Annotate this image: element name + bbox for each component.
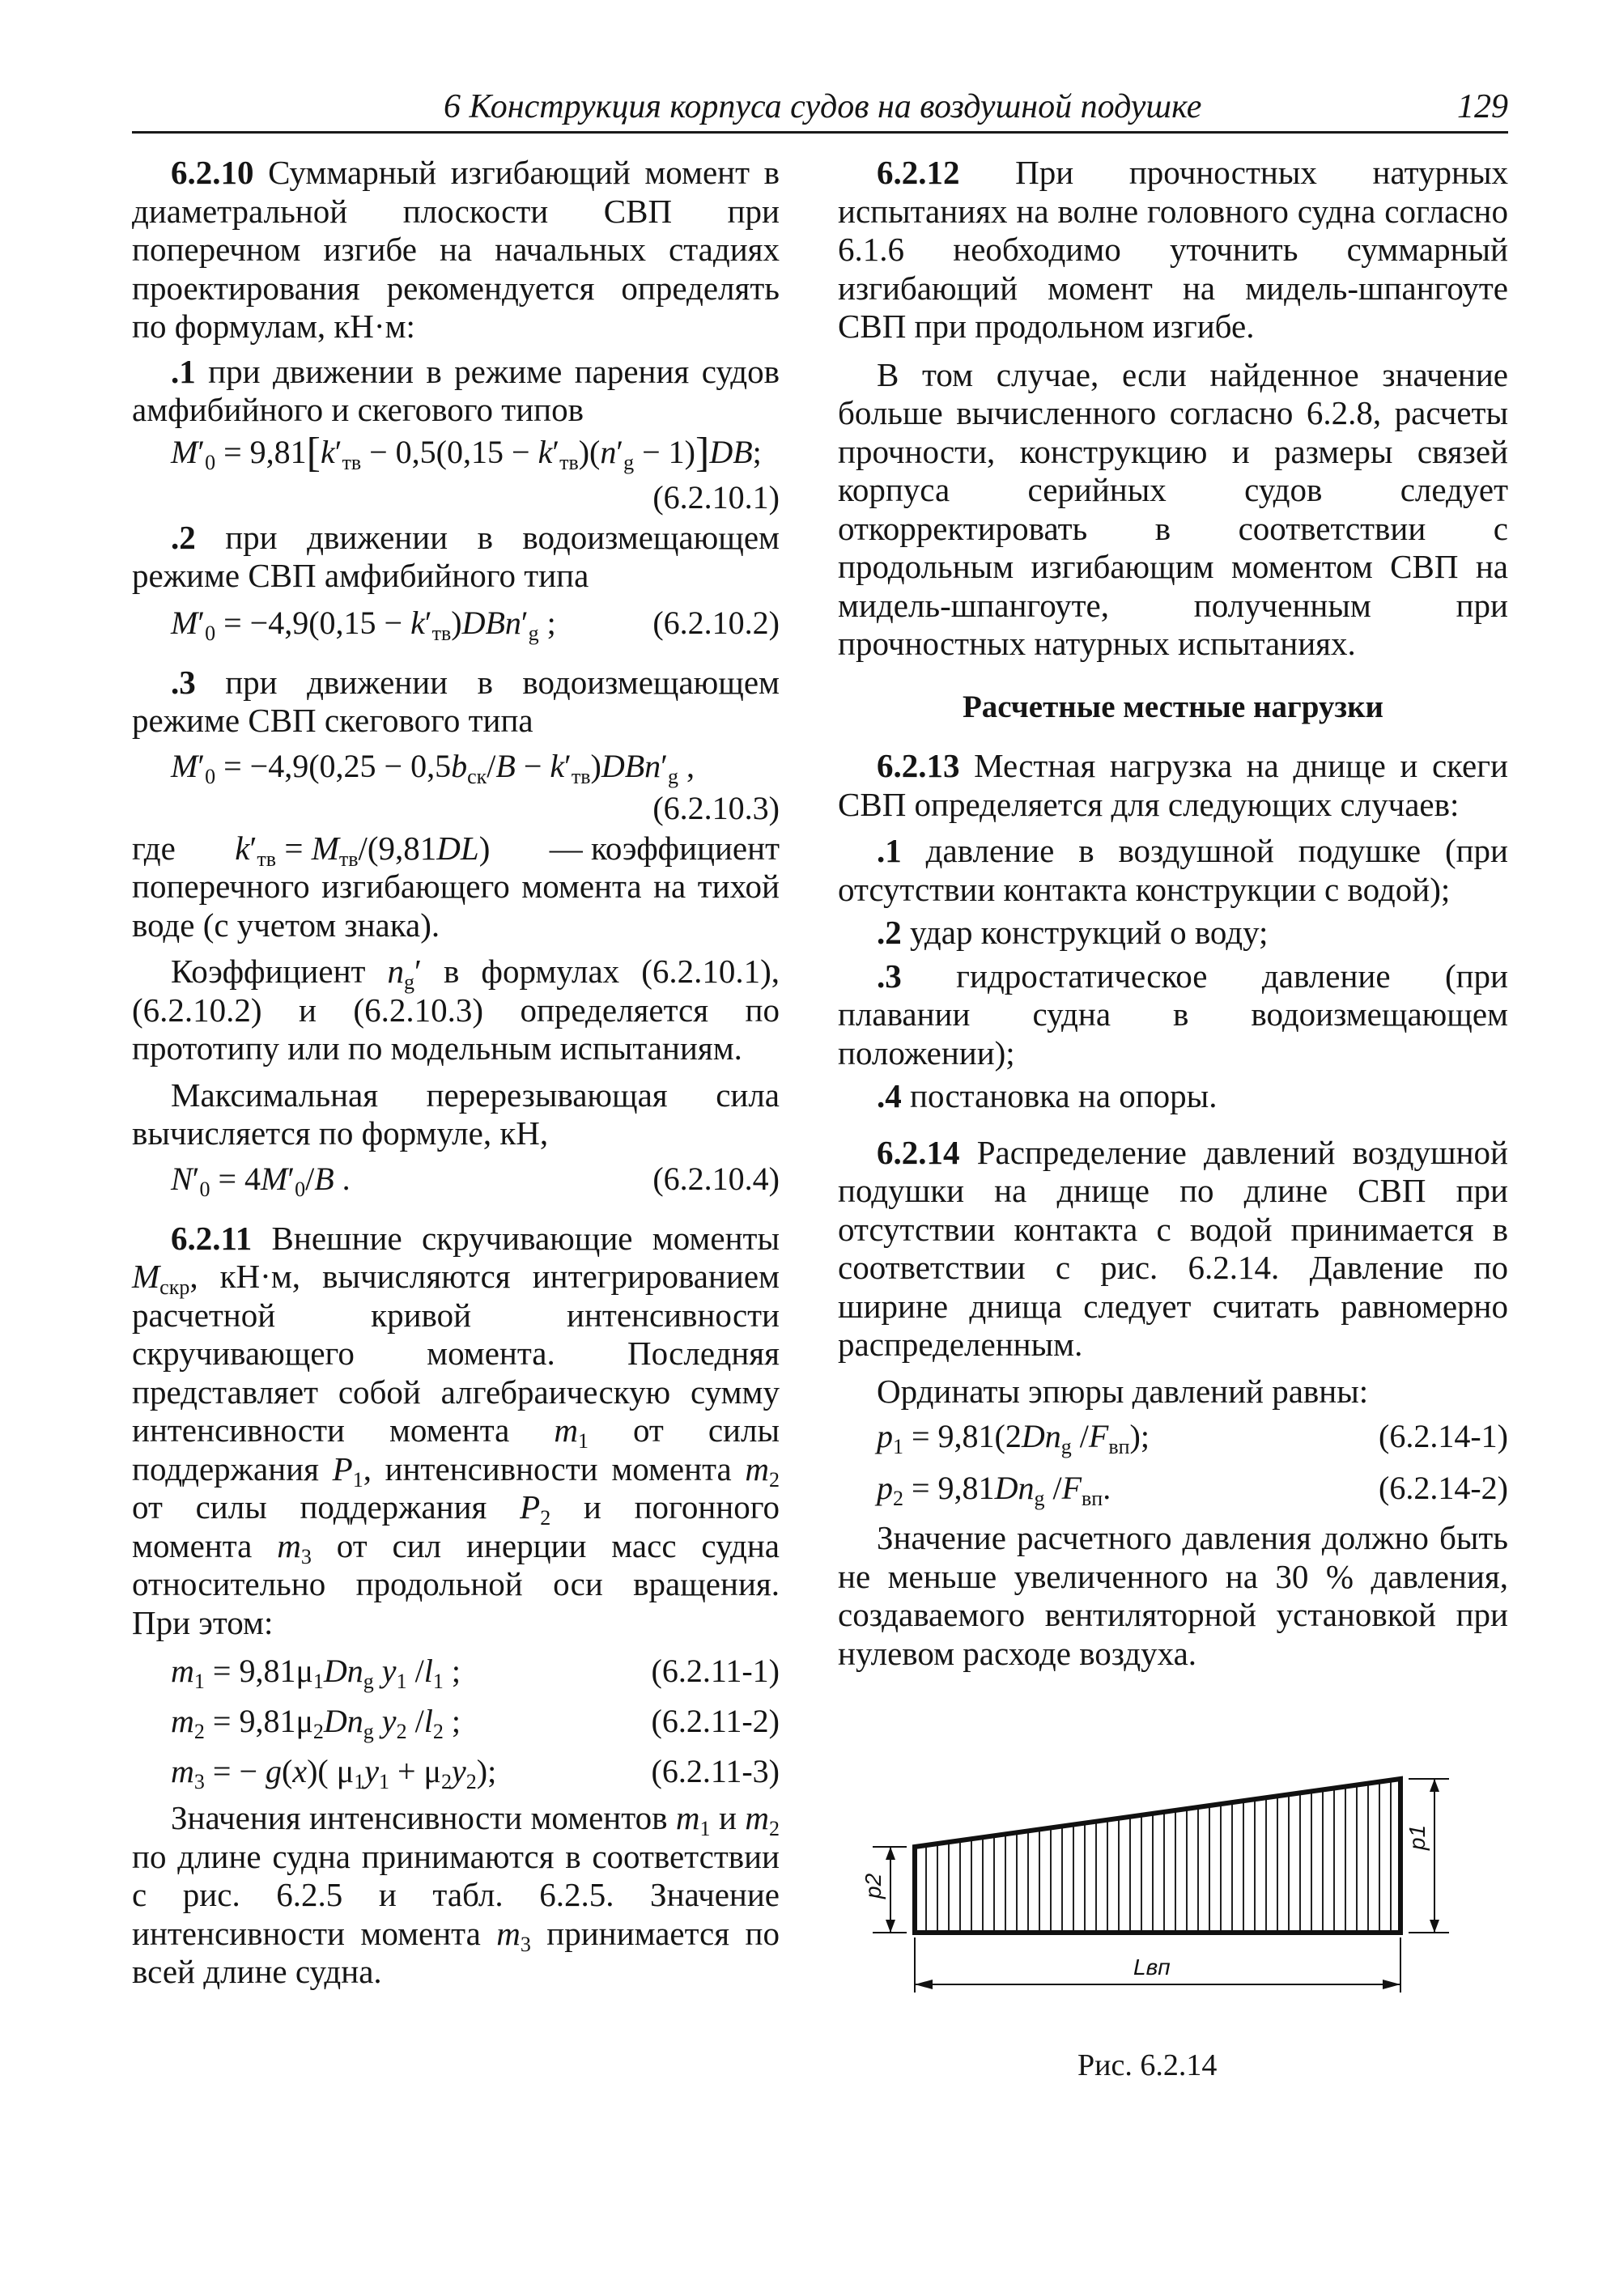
- formula-6-2-10-3: $M'_0 = -4,9(0,25 - 0,5b_{ск}/B - k'_{тв})DBn'_g$ ,: [171, 747, 695, 788]
- left-column: [132, 154, 780, 1992]
- item-1: .1 при движении в режиме парения судов амфибийного и скегового типов: [132, 352, 780, 428]
- running-title: 6 Конструкция корпуса судов на воздушной подушке: [444, 88, 1202, 125]
- formula-number: (6.2.11-1): [651, 1653, 780, 1689]
- length-label: Lвп: [1133, 1954, 1171, 1980]
- item-2: .2 при движении в водоизмещающем режиме СВП амфибийного типа: [132, 518, 780, 594]
- pressure-diagram: [858, 1756, 1473, 2096]
- pressure-diagram-outline: [915, 1779, 1400, 1933]
- coefficient-paragraph: Коэффициент $n_g'$ в формулах (6.2.10.1), (6.2.10.2) и (6.2.10.3) определяется по прототипу или по модельным испытаниям.: [132, 953, 780, 1067]
- running-header: [132, 81, 1508, 138]
- formula-number: (6.2.14-2): [1379, 1470, 1508, 1506]
- max-force-paragraph: Максимальная перерезывающая сила вычисляется по формуле, кН,: [132, 1076, 780, 1152]
- formula-number: (6.2.10.1): [652, 478, 780, 516]
- formula-number: (6.2.14-1): [1379, 1418, 1508, 1454]
- ordinates-paragraph: Ординаты эпюры давлений равны:: [877, 1372, 1369, 1410]
- paragraph-6-2-13: 6.2.13 Местная нагрузка на днище и скеги СВП определяется для следующих случаев:: [838, 747, 1508, 823]
- formula-6-2-10-1: $M'_0 = 9,81[k'_{тв} - 0,5(0,15 - k'_{тв})(n'_g - 1)]DB$;: [171, 429, 762, 476]
- figure-caption: Рис. 6.2.14: [1077, 2048, 1218, 2082]
- formula-6-2-10-2: $M'_0 = -4,9(0,15 - k'_{тв})DBn'_g$ ; (6.2.10.2): [171, 604, 780, 645]
- pressure-hatching: [926, 1780, 1391, 1933]
- design-pressure-paragraph: Значение расчетного давления должно быть не меньше увеличенного на 30 % давления, создаваемого вентиляторной установкой при нулевом расходе воздуха.: [838, 1519, 1508, 1672]
- formula-6-2-11-1: $m_1 = 9,81\mu_1Dn_g$ $y_1$ $/l_1$ ; (6.2.11-1): [171, 1653, 780, 1693]
- formula-6-2-11-2: $m_2 = 9,81\mu_2Dn_g$ $y_2$ $/l_2$ ; (6.2.11-2): [171, 1703, 780, 1743]
- case-4: .4 постановка на опоры.: [877, 1077, 1218, 1114]
- case-3: .3 гидростатическое давление (при плавании судна в водоизмещающем положении);: [838, 957, 1508, 1072]
- paragraph-6-2-10: 6.2.10 Суммарный изгибающий момент в диаметральной плоскости СВП при поперечном изгибе на начальных стадиях проектирования рекомендуется определять по формулам, кН·м:: [132, 154, 780, 345]
- where-continuation: поперечного изгибающего момента на тихой воде (с учетом знака).: [132, 868, 780, 944]
- header-rule: [132, 131, 1508, 134]
- case-1: .1 давление в воздушной подушке (при отсутствии контакта конструкции с водой);: [838, 832, 1508, 908]
- where-line: где $k'_{тв} = M_{тв}/(9,81DL)$ — коэффициент: [132, 829, 780, 871]
- paragraph-6-2-12: 6.2.12 При прочностных натурных испытаниях на волне головного судна согласно 6.1.6 необходимо уточнить суммарный изгибающий момент на мидель-шпангоуте СВП при продольном изгибе.: [838, 154, 1508, 345]
- formula-6-2-14-1: $p_1 = 9,81(2Dn_g$ $/F_{вп}$); (6.2.14-1): [877, 1418, 1508, 1458]
- section-title: Расчетные местные нагрузки: [962, 689, 1384, 724]
- p1-label: p1: [1405, 1824, 1430, 1850]
- item-3: .3 при движении в водоизмещающем режиме СВП скегового типа: [132, 663, 780, 739]
- formula-number: (6.2.10.3): [652, 789, 780, 826]
- case-paragraph: В том случае, если найденное значение больше вычисленного согласно 6.2.8, расчеты прочности, конструкцию и размеры связей корпуса серийных судов следует откорректировать в соответствии с продольным изгибающим моментом СВП на мидель-шпангоуте, полученным при прочностных натурных испытаниях.: [838, 355, 1508, 662]
- formula-number: (6.2.10.2): [652, 604, 780, 641]
- formula-6-2-10-4: $N'_0 = 4M'_0/B$ . (6.2.10.4): [171, 1160, 780, 1201]
- formula-6-2-11-3: $m_3$ = − g(x)( $\mu_1y_1 + \mu_2y_2$); (6.2.11-3): [171, 1753, 780, 1793]
- case-2: .2 удар конструкций о воду;: [877, 914, 1269, 951]
- paragraph-6-2-14: 6.2.14 Распределение давлений воздушной подушки на днище по длине СВП при отсутствии контакта с водой принимается в соответствии с рис. 6.2.14. Давление по ширине днища следует считать равномерно распределенным.: [838, 1133, 1508, 1363]
- final-paragraph: Значения интенсивности моментов $m_1$ и $m_2$ по длине судна принимаются в соответствии с рис. 6.2.5 и табл. 6.2.5. Значение интенсивности момента $m_3$ принимается по всей длине судна.: [132, 1799, 780, 1990]
- page-number: 129: [1457, 88, 1508, 125]
- formula-number: (6.2.11-3): [651, 1753, 780, 1789]
- paragraph-6-2-11: 6.2.11 Внешние скручивающие моменты $M_{скр}$, кН·м, вычисляются интегрированием расчетной кривой интенсивности скручивающего момента. Последняя представляет собой алгебраическую сумму интенсивности момента $m_1$ от силы поддержания $P_1$, интенсивности момента $m_2$ от силы поддержания $P_2$ и погонного момента $m_3$ от сил инерции масс судна относительно продольной оси вращения. При этом:: [132, 1219, 780, 1641]
- p2-label: p2: [861, 1873, 886, 1899]
- formula-number: (6.2.10.4): [652, 1160, 780, 1197]
- right-column: [838, 154, 1508, 1673]
- formula-6-2-14-2: $p_2 = 9,81Dn_g$ $/F_{вп}$. (6.2.14-2): [877, 1470, 1508, 1510]
- formula-number: (6.2.11-2): [651, 1703, 780, 1739]
